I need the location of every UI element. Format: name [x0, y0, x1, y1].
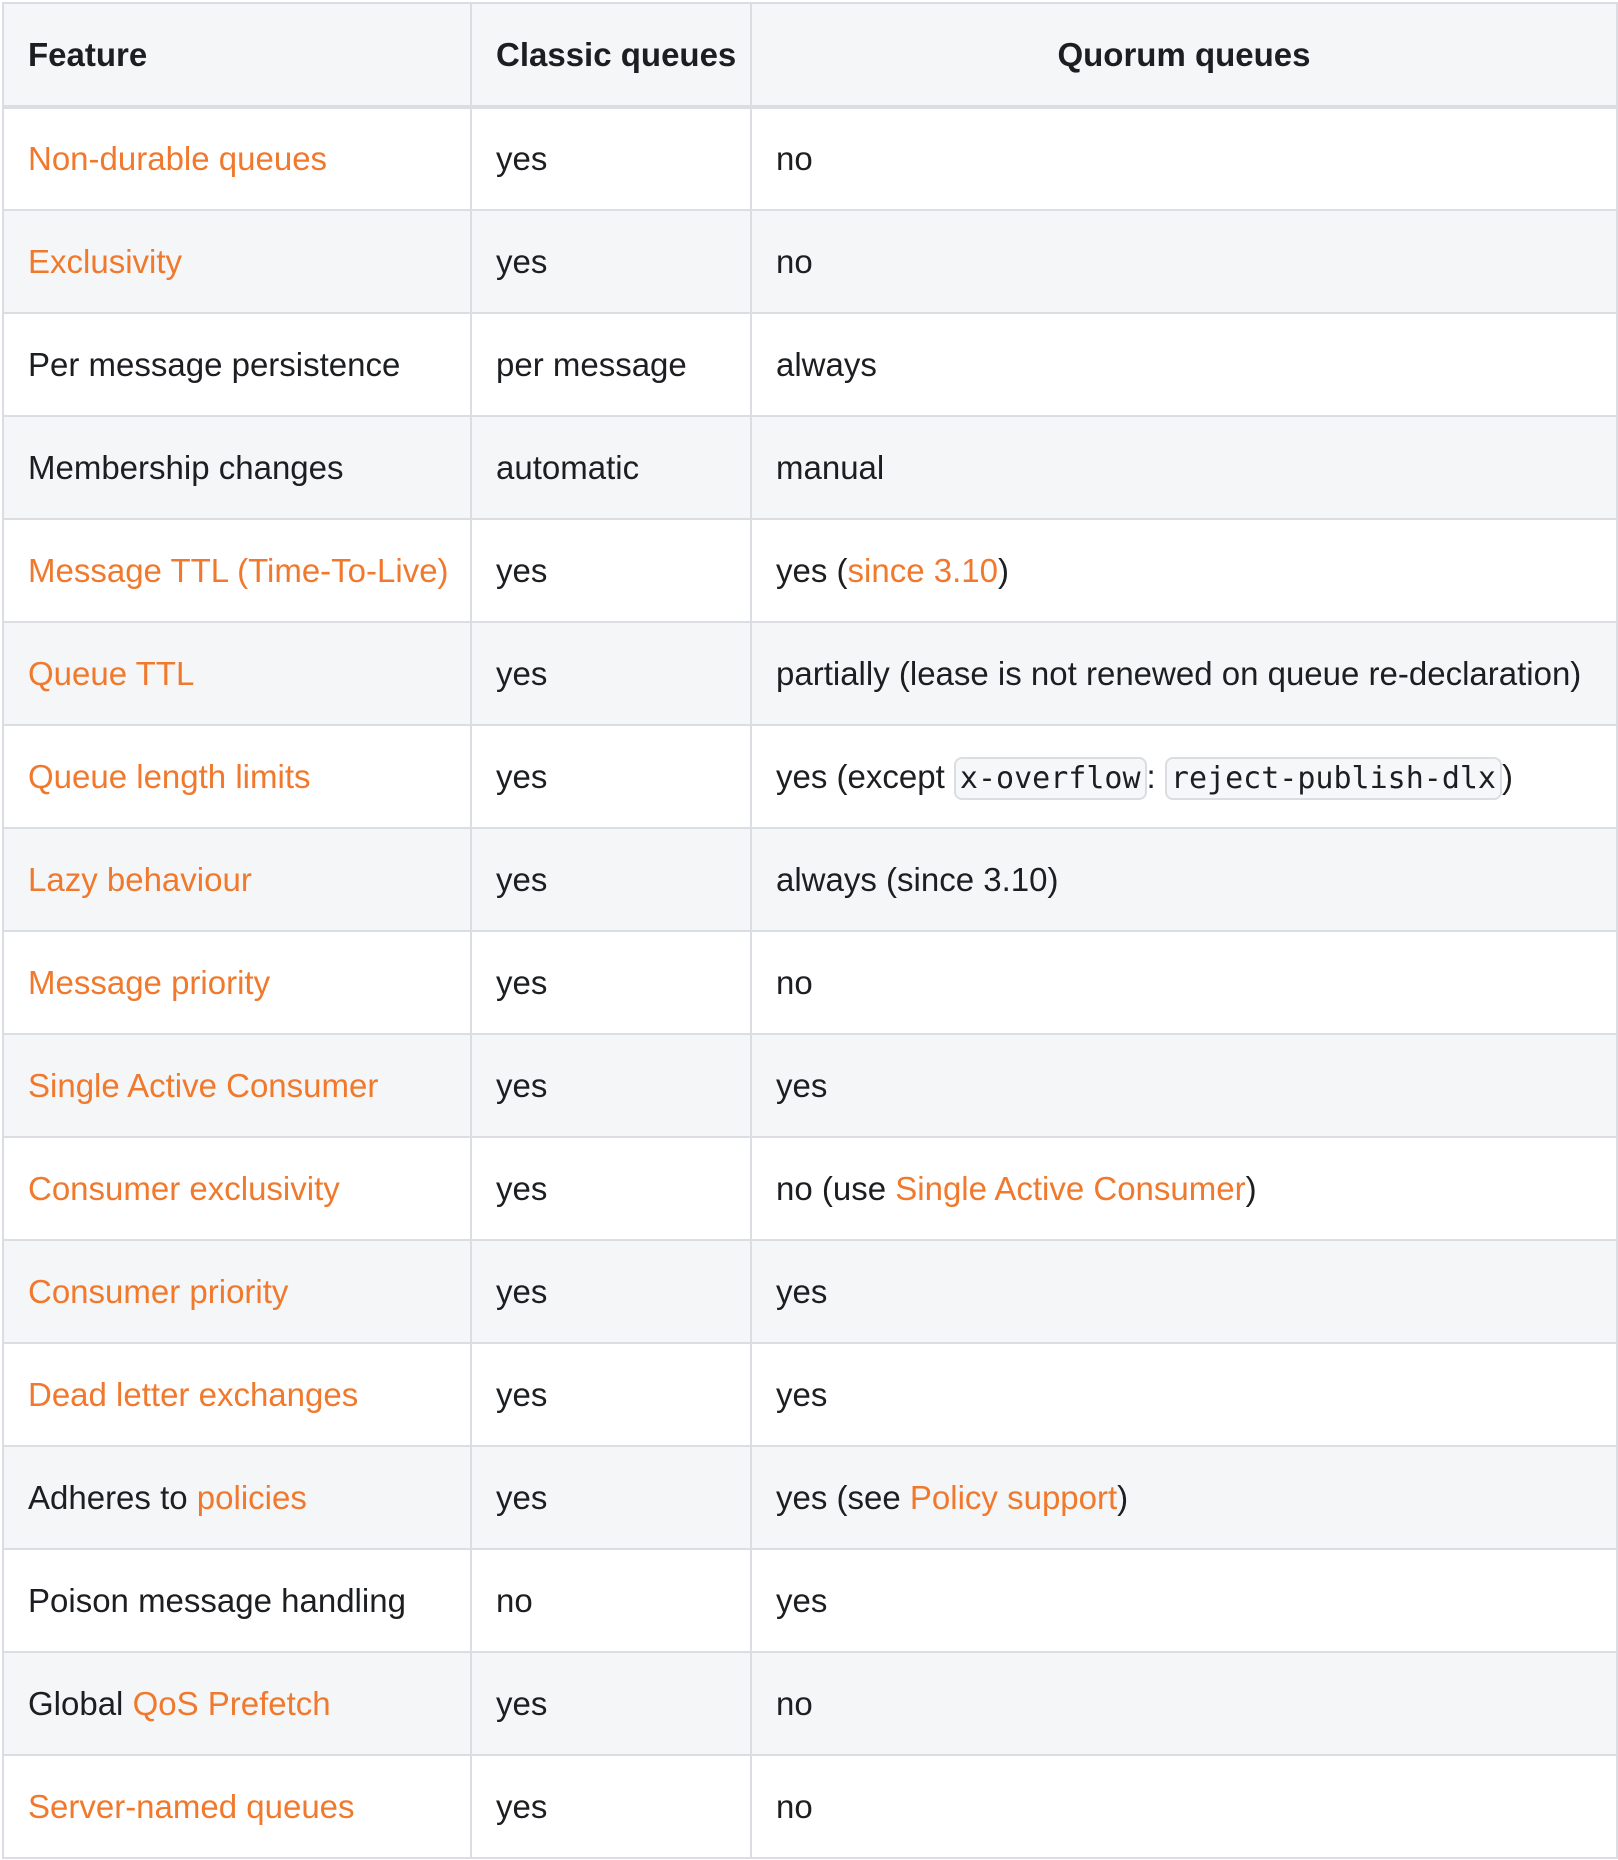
doc-link[interactable]: Server-named queues	[28, 1787, 355, 1825]
cell-feature	[3, 1446, 471, 1549]
cell-feature	[3, 1343, 471, 1446]
inline-code: x-overflow	[954, 757, 1147, 800]
cell-text: yes (see	[776, 1478, 910, 1516]
header-feature: Feature	[3, 3, 471, 107]
doc-link[interactable]: Policy support	[909, 1478, 1118, 1516]
cell-text: yes	[496, 1478, 548, 1516]
cell-text: yes (except	[776, 757, 954, 795]
doc-link[interactable]: Non-durable queues	[28, 140, 328, 177]
cell-text: )	[1117, 1478, 1129, 1516]
cell-feature	[3, 519, 471, 622]
cell-feature	[3, 416, 471, 519]
cell-text: yes	[496, 1169, 548, 1207]
cell-text: yes	[496, 1375, 548, 1413]
doc-link[interactable]: QoS Prefetch	[132, 1684, 331, 1722]
table-row	[3, 1755, 1617, 1858]
cell-text: yes	[496, 1787, 548, 1825]
cell-feature	[3, 107, 471, 210]
table-row	[3, 828, 1617, 931]
cell-classic	[471, 416, 751, 519]
cell-classic	[471, 1343, 751, 1446]
cell-quorum	[751, 1755, 1617, 1858]
cell-text: yes	[496, 963, 548, 1001]
cell-text: yes	[496, 1066, 548, 1104]
table-row	[3, 1549, 1617, 1652]
cell-quorum	[751, 1652, 1617, 1755]
table-row	[3, 313, 1617, 416]
cell-quorum	[751, 1240, 1617, 1343]
cell-text: yes	[776, 1375, 828, 1413]
table-row	[3, 931, 1617, 1034]
cell-text: yes	[496, 654, 548, 692]
table-row	[3, 210, 1617, 313]
cell-text: Global	[28, 1684, 133, 1722]
cell-text: no	[776, 963, 813, 1001]
doc-link[interactable]: Lazy behaviour	[28, 860, 252, 898]
header-classic-queues: Classic queues	[471, 3, 751, 107]
cell-text: yes	[496, 140, 548, 177]
cell-text: yes	[496, 242, 548, 280]
header-row	[3, 3, 1617, 107]
doc-link[interactable]: Single Active Consumer	[28, 1066, 379, 1104]
cell-feature	[3, 828, 471, 931]
cell-text: no (use	[776, 1169, 896, 1207]
table-row	[3, 1240, 1617, 1343]
cell-classic	[471, 1240, 751, 1343]
cell-text: yes	[496, 757, 548, 795]
cell-text: no	[776, 140, 813, 177]
cell-classic	[471, 931, 751, 1034]
cell-quorum	[751, 416, 1617, 519]
cell-feature	[3, 1549, 471, 1652]
cell-text: no	[776, 1684, 813, 1722]
cell-classic	[471, 1446, 751, 1549]
cell-text: Adheres to	[28, 1478, 197, 1516]
table-row	[3, 1343, 1617, 1446]
cell-text: yes (	[776, 551, 848, 589]
doc-link[interactable]: Queue length limits	[28, 757, 311, 795]
feature-comparison-table	[2, 2, 1618, 1859]
table-row	[3, 622, 1617, 725]
table-row	[3, 1446, 1617, 1549]
cell-feature	[3, 1755, 471, 1858]
doc-link[interactable]: Consumer exclusivity	[28, 1169, 340, 1207]
cell-text: :	[1146, 757, 1165, 795]
cell-feature	[3, 1240, 471, 1343]
cell-text: Membership changes	[28, 448, 344, 486]
table-row	[3, 416, 1617, 519]
cell-feature	[3, 210, 471, 313]
doc-link[interactable]: Single Active Consumer	[895, 1169, 1246, 1207]
cell-classic	[471, 1652, 751, 1755]
doc-link[interactable]: Queue TTL	[28, 654, 195, 692]
cell-text: always (since 3.10)	[776, 860, 1059, 898]
inline-code: reject-publish-dlx	[1165, 757, 1502, 800]
cell-text: yes	[776, 1581, 828, 1619]
cell-quorum	[751, 931, 1617, 1034]
cell-text: )	[1245, 1169, 1257, 1207]
doc-link[interactable]: Consumer priority	[28, 1272, 289, 1310]
cell-quorum	[751, 313, 1617, 416]
table-row	[3, 1137, 1617, 1240]
cell-quorum	[751, 519, 1617, 622]
cell-text: always	[776, 345, 877, 383]
cell-quorum	[751, 1549, 1617, 1652]
cell-quorum	[751, 107, 1617, 210]
doc-link[interactable]: policies	[196, 1478, 307, 1516]
cell-classic	[471, 313, 751, 416]
cell-quorum	[751, 1034, 1617, 1137]
table-row	[3, 725, 1617, 828]
cell-classic	[471, 622, 751, 725]
cell-text: )	[1502, 757, 1513, 795]
cell-classic	[471, 1549, 751, 1652]
cell-classic	[471, 1137, 751, 1240]
table-header	[3, 3, 1617, 107]
cell-quorum	[751, 622, 1617, 725]
cell-text: Poison message handling	[28, 1581, 406, 1619]
cell-text: yes	[496, 860, 548, 898]
cell-quorum	[751, 1137, 1617, 1240]
doc-link[interactable]: Dead letter exchanges	[28, 1375, 359, 1413]
doc-link[interactable]: Message TTL (Time-To-Live)	[28, 551, 449, 589]
cell-feature	[3, 622, 471, 725]
cell-text: yes	[496, 1272, 548, 1310]
doc-link[interactable]: since 3.10	[847, 551, 998, 589]
cell-feature	[3, 1137, 471, 1240]
cell-text: Per message persistence	[28, 345, 401, 383]
cell-quorum	[751, 1343, 1617, 1446]
cell-text: no	[496, 1581, 533, 1619]
cell-classic	[471, 828, 751, 931]
cell-feature	[3, 1034, 471, 1137]
cell-quorum	[751, 725, 1617, 828]
table-body	[3, 107, 1617, 1858]
cell-classic	[471, 1034, 751, 1137]
cell-quorum	[751, 828, 1617, 931]
cell-classic	[471, 725, 751, 828]
cell-text: per message	[496, 345, 687, 383]
table-row	[3, 107, 1617, 210]
cell-classic	[471, 107, 751, 210]
cell-text: partially (lease is not renewed on queue re-declaration)	[776, 654, 1582, 692]
cell-text: yes	[776, 1066, 828, 1104]
cell-text: manual	[776, 448, 885, 486]
table-row	[3, 1034, 1617, 1137]
cell-text: automatic	[496, 448, 640, 486]
cell-feature	[3, 1652, 471, 1755]
cell-text: yes	[496, 551, 548, 589]
header-quorum-queues: Quorum queues	[751, 3, 1617, 107]
cell-quorum	[751, 1446, 1617, 1549]
cell-text: yes	[776, 1272, 828, 1310]
cell-text: )	[997, 551, 1009, 589]
cell-classic	[471, 519, 751, 622]
table-row	[3, 1652, 1617, 1755]
cell-feature	[3, 313, 471, 416]
cell-quorum	[751, 210, 1617, 313]
doc-link[interactable]: Exclusivity	[28, 242, 183, 280]
cell-text: no	[776, 242, 813, 280]
cell-classic	[471, 210, 751, 313]
cell-classic	[471, 1755, 751, 1858]
table-row	[3, 519, 1617, 622]
cell-text: no	[776, 1787, 813, 1825]
doc-link[interactable]: Message priority	[28, 963, 271, 1001]
cell-feature	[3, 725, 471, 828]
cell-text: yes	[496, 1684, 548, 1722]
cell-feature	[3, 931, 471, 1034]
